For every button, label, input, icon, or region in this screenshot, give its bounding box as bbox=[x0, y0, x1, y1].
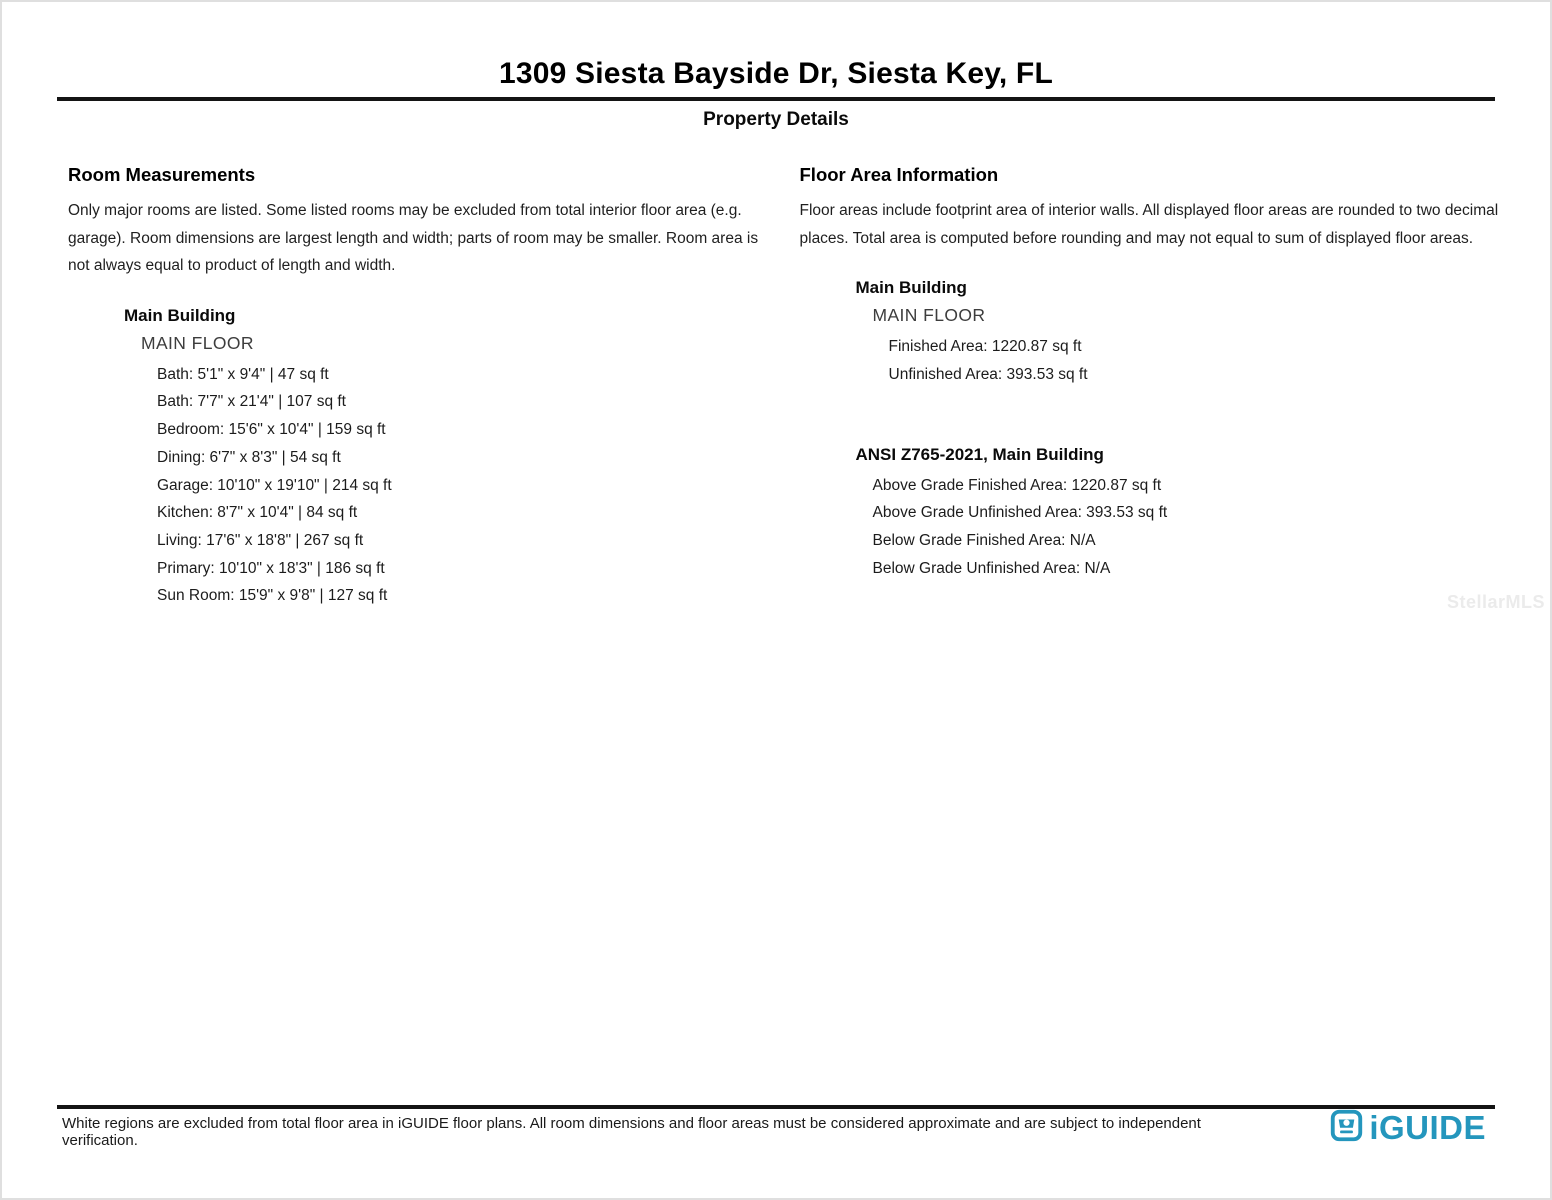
floor-area-description: Floor areas include footprint area of interior walls. All displayed floor areas are rounded to two decimal places. Total area is computed before rounding and may not equal to sum of displayed floor areas. bbox=[799, 202, 1499, 247]
room-measurements-building-block bbox=[68, 306, 779, 610]
area-list-item: Finished Area: 1220.87 sq ft bbox=[888, 338, 1082, 356]
room-list-item: Sun Room: 15'9" x 9'8" | 127 sq ft bbox=[157, 587, 388, 605]
floor-area-section bbox=[800, 164, 1511, 582]
ansi-list-item: Above Grade Finished Area: 1220.87 sq ft bbox=[872, 476, 1162, 494]
page-subtitle: Property Details bbox=[703, 109, 849, 130]
footer-disclaimer: White regions are excluded from total floor area in iGUIDE floor plans. All room dimensions and floor areas must be considered approximate and are subject to independent verification. bbox=[62, 1115, 1201, 1149]
ansi-list-item: Below Grade Finished Area: N/A bbox=[872, 532, 1096, 549]
footer-divider bbox=[57, 1105, 1495, 1109]
room-list-item: Primary: 10'10" x 18'3" | 186 sq ft bbox=[157, 559, 385, 577]
area-list bbox=[856, 333, 1511, 388]
floor-heading: MAIN FLOOR bbox=[872, 305, 986, 326]
room-list-item: Kitchen: 8'7" x 10'4" | 84 sq ft bbox=[157, 504, 358, 522]
content-columns bbox=[68, 164, 1510, 610]
building-heading: Main Building bbox=[124, 305, 236, 325]
iguide-logo bbox=[1330, 1109, 1486, 1147]
floor-heading: MAIN FLOOR bbox=[141, 332, 254, 353]
room-measurements-section bbox=[68, 164, 779, 610]
room-list-item: Living: 17'6" x 18'8" | 267 sq ft bbox=[157, 532, 364, 549]
room-list-item: Bedroom: 15'6" x 10'4" | 159 sq ft bbox=[157, 421, 386, 439]
iguide-wordmark: iGUIDE bbox=[1369, 1109, 1486, 1146]
stellar-mls-watermark: StellarMLS bbox=[1446, 592, 1545, 612]
building-heading: Main Building bbox=[855, 278, 967, 298]
ansi-list-item: Below Grade Unfinished Area: N/A bbox=[872, 559, 1111, 577]
room-list-item: Bath: 7'7" x 21'4" | 107 sq ft bbox=[157, 393, 346, 411]
ansi-list-item: Above Grade Unfinished Area: 393.53 sq ft bbox=[872, 504, 1168, 522]
floor-area-building-block bbox=[800, 278, 1511, 388]
room-measurements-heading: Room Measurements bbox=[68, 164, 256, 185]
ansi-list bbox=[856, 472, 1511, 583]
area-list-item: Unfinished Area: 393.53 sq ft bbox=[888, 365, 1088, 383]
room-list bbox=[124, 361, 779, 610]
page-title: 1309 Siesta Bayside Dr, Siesta Key, FL bbox=[498, 57, 1053, 90]
ansi-heading: ANSI Z765-2021, Main Building bbox=[855, 444, 1104, 464]
room-list-item: Dining: 6'7" x 8'3" | 54 sq ft bbox=[157, 448, 341, 466]
header-divider bbox=[57, 97, 1495, 101]
room-list-item: Garage: 10'10" x 19'10" | 214 sq ft bbox=[157, 476, 392, 494]
iguide-camera-icon bbox=[1330, 1109, 1363, 1147]
floor-area-heading: Floor Area Information bbox=[799, 164, 999, 185]
room-measurements-description: Only major rooms are listed. Some listed rooms may be excluded from total interior floor area (e.g. garage). Room dimensions are largest length and width; parts of room may be smaller. Room area is not always equal to product of length and width. bbox=[68, 202, 759, 275]
ansi-block bbox=[800, 445, 1511, 583]
room-list-item: Bath: 5'1" x 9'4" | 47 sq ft bbox=[157, 365, 329, 383]
